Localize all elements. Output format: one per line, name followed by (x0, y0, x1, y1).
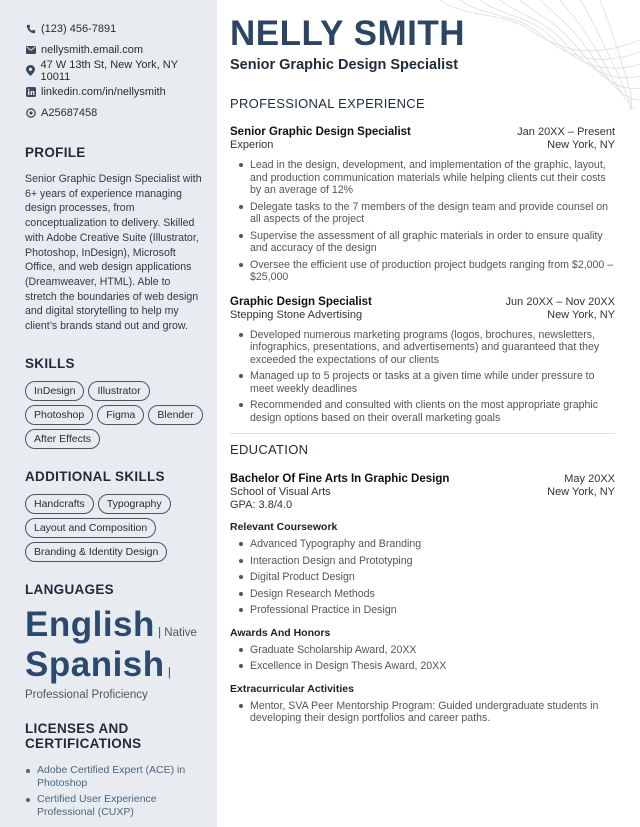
linkedin-icon (25, 86, 36, 97)
email-icon (25, 44, 36, 55)
contact-text: A25687458 (41, 106, 98, 119)
course-item: Professional Practice in Design (238, 604, 615, 617)
job-bullet: Developed numerous marketing programs (logos, brochures, newsletters, infographics, presentations, and advertisements) and guaranteed that they exceeded the expectations of our clients (238, 329, 615, 367)
skill-pill: Figma (97, 405, 144, 425)
skill-pill: Illustrator (88, 381, 149, 401)
skills-heading: SKILLS (25, 355, 75, 371)
license-item: Adobe Certified Expert (ACE) in Photoshop (25, 764, 203, 790)
school-location: New York, NY (547, 486, 615, 498)
course-item: Interaction Design and Prototyping (238, 555, 615, 568)
contact-list (25, 18, 203, 123)
contact-text: linkedin.com/in/nellysmith (41, 85, 166, 98)
job-bullets (230, 159, 615, 284)
job-bullet: Lead in the design, development, and implementation of the graphic, layout, and production communication materials while helping clients cut their costs by an average of 12% (238, 159, 615, 197)
course-item: Advanced Typography and Branding (238, 538, 615, 551)
contact-text: nellysmith.email.com (41, 43, 144, 56)
contact-text: (123) 456-7891 (41, 22, 117, 35)
job-date: Jan 20XX – Present (517, 126, 615, 138)
job-bullet: Recommended and consulted with clients on the most appropriate graphic design options based on their overall marketing goals (238, 399, 615, 424)
language-name: Spanish (25, 644, 165, 684)
award-item: Graduate Scholarship Award, 20XX (238, 644, 615, 657)
skills-list (25, 381, 203, 449)
candidate-title: Senior Graphic Design Specialist (230, 57, 459, 73)
profile-heading: PROFILE (25, 145, 86, 160)
contact-phone[interactable] (25, 18, 203, 39)
school-name: School of Visual Arts (230, 486, 331, 498)
awards-list (230, 644, 615, 673)
skill-pill: After Effects (25, 429, 100, 449)
language-item (25, 605, 203, 645)
section-divider (230, 433, 615, 434)
gpa: GPA: 3.8/4.0 (230, 499, 293, 511)
language-separator: | (164, 666, 171, 679)
licenses-list (25, 764, 203, 819)
contact-address (25, 60, 203, 81)
language-separator: | (154, 626, 165, 639)
contact-id (25, 102, 203, 123)
skill-pill: InDesign (25, 381, 84, 401)
activity-item: Mentor, SVA Peer Mentorship Program: Guided undergraduate students in developing their design portfolios and career paths. (238, 700, 615, 725)
contact-text: 47 W 13th St, New York, NY 10011 (40, 58, 178, 83)
skill-pill: Handcrafts (25, 494, 94, 514)
languages-heading: LANGUAGES (25, 581, 114, 597)
job-bullet: Oversee the efficient use of production project budgets ranging from $2,000 – $25,000 (238, 259, 615, 284)
skill-pill: Layout and Composition (25, 518, 156, 538)
education-entry (230, 473, 615, 725)
id-icon (25, 107, 36, 118)
job-location: New York, NY (547, 308, 615, 321)
skill-pill: Blender (148, 405, 202, 425)
licenses-heading: LICENSES AND CERTIFICATIONS (25, 720, 142, 751)
job-date: Jun 20XX – Nov 20XX (505, 295, 615, 308)
job-company: Experion (230, 139, 274, 151)
job-bullets (230, 329, 615, 425)
skill-pill: Photoshop (25, 405, 93, 425)
skill-pill: Typography (98, 494, 171, 514)
activities-heading: Extracurricular Activities (230, 682, 354, 695)
award-item: Excellence in Design Thesis Award, 20XX (238, 660, 615, 673)
languages-list (25, 605, 203, 705)
location-icon (25, 65, 36, 76)
language-name: English (25, 604, 155, 644)
job-company: Stepping Stone Advertising (230, 308, 363, 321)
language-item (25, 645, 203, 705)
degree-title: Bachelor Of Fine Arts In Graphic Design (230, 473, 450, 485)
phone-icon (25, 23, 36, 34)
additional-skills-list (25, 494, 203, 562)
sidebar (0, 0, 217, 827)
course-item: Digital Product Design (238, 571, 615, 584)
language-level: Native (164, 626, 197, 639)
coursework-list (230, 538, 615, 617)
license-item: Certified User Experience Professional (CUXP) (25, 793, 203, 819)
education-date: May 20XX (564, 473, 615, 485)
contact-linkedin[interactable] (25, 81, 203, 102)
additional-skills-heading: ADDITIONAL SKILLS (25, 468, 165, 484)
contact-email[interactable] (25, 39, 203, 60)
experience-heading: PROFESSIONAL EXPERIENCE (230, 96, 425, 111)
job-bullet: Supervise the assessment of all graphic materials in order to ensure quality and accuracy of the design (238, 230, 615, 255)
awards-heading: Awards And Honors (230, 626, 331, 639)
main-content (217, 0, 640, 827)
job-entry (230, 126, 615, 284)
skill-pill: Branding & Identity Design (25, 542, 167, 562)
job-location: New York, NY (547, 139, 615, 151)
job-bullet: Delegate tasks to the 7 members of the design team and provide counsel on all aspects of the project (238, 201, 615, 226)
education-heading: EDUCATION (230, 442, 309, 457)
language-level: Professional Proficiency (25, 688, 148, 701)
job-entry (230, 296, 615, 425)
candidate-name: NELLY SMITH (230, 14, 465, 53)
course-item: Design Research Methods (238, 588, 615, 601)
job-bullet: Managed up to 5 projects or tasks at a given time while under pressure to meet weekly deadlines (238, 370, 615, 395)
profile-summary: Senior Graphic Design Specialist with 6+ years of experience managing design processes, from conceptualization to delivery. Skilled with Adobe Creative Suite (Illustrator, Photoshop, InDesign), Microsoft Office, and web design applications (Dreamweaver, HTML). Able to stretch the boundaries of web design and digital storytelling to help my client’s brands stand out and grow. (25, 173, 202, 333)
coursework-heading: Relevant Coursework (230, 521, 338, 533)
job-title: Senior Graphic Design Specialist (230, 126, 411, 138)
activities-list (230, 700, 615, 725)
job-title: Graphic Design Specialist (230, 295, 372, 308)
